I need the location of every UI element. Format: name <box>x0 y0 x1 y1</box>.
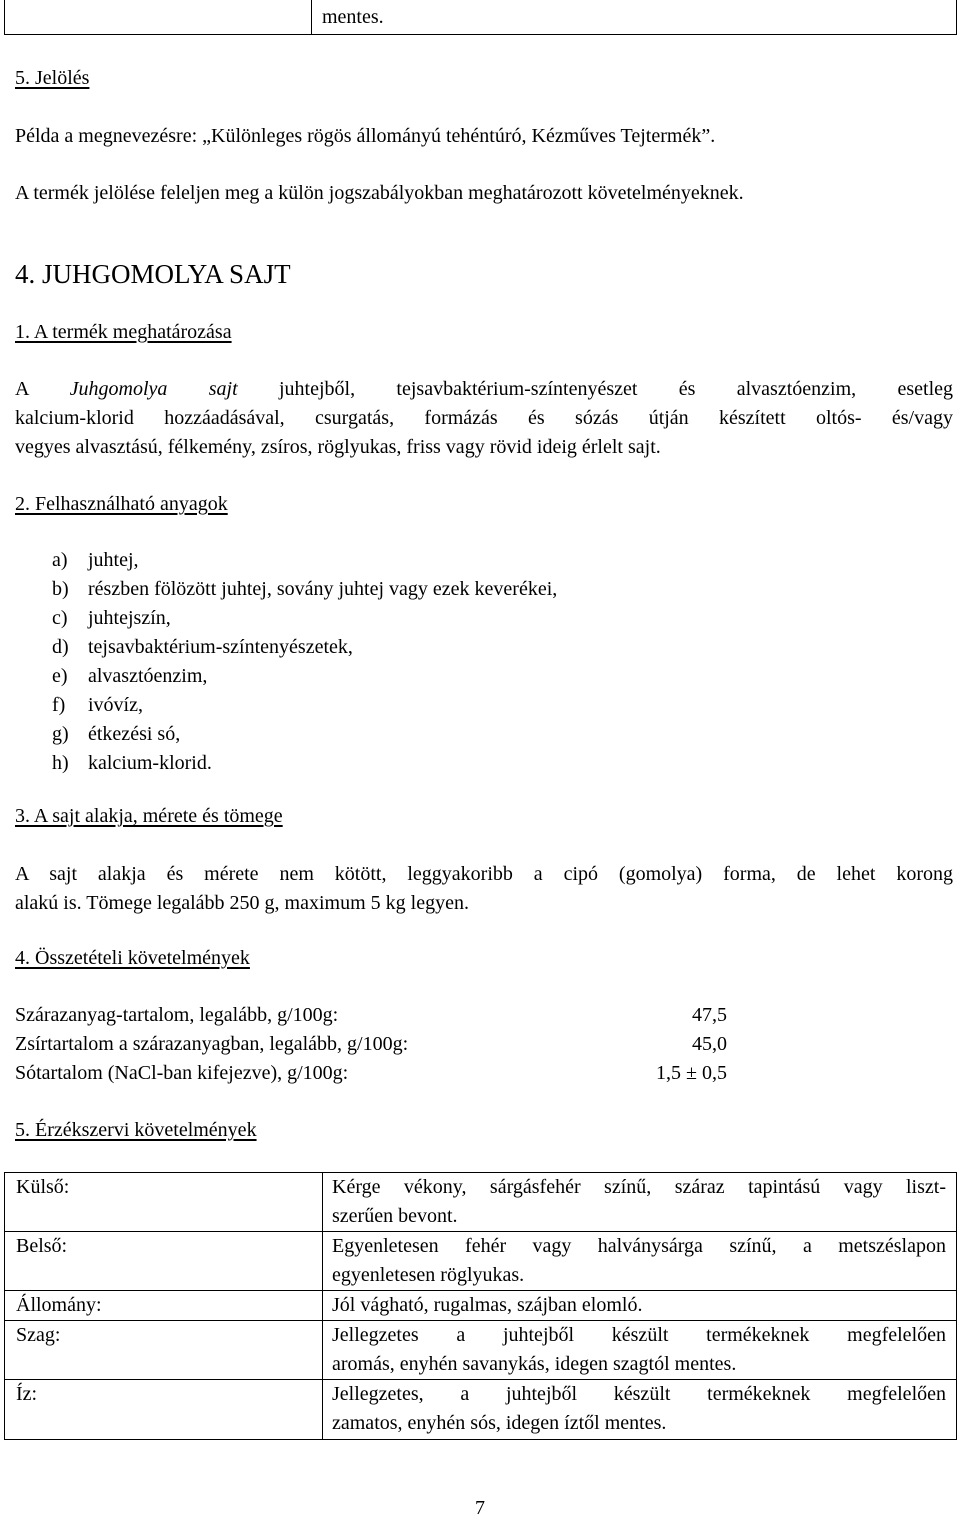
list-item: f) ivóvíz, <box>52 694 143 716</box>
sensory-label: Külső: <box>5 1173 323 1232</box>
sensory-value: Egyenletesen fehér vagy halványsárga színű, a metszéslapon egyenletesen röglyukas. <box>323 1232 957 1291</box>
labeling-requirement: A termék jelölése feleljen meg a külön jogszabályokban meghatározott követelményeknek. <box>15 182 744 204</box>
shape-line-1: A sajt alakja és mérete nem kötött, leggyakoribb a cipó (gomolya) forma, de lehet korong <box>15 863 953 885</box>
section-heading-composition: 4. Összetételi követelmények <box>15 947 250 969</box>
definition-line-1 <box>15 377 953 401</box>
list-item: h) kalcium-klorid. <box>52 752 212 774</box>
section-heading-definition: 1. A termék meghatározása <box>15 321 232 343</box>
table-row <box>5 1321 957 1380</box>
definition-line-3: vegyes alvasztású, félkemény, zsíros, röglyukas, friss vagy rövid ideig érlelt sajt. <box>15 436 661 458</box>
sensory-table <box>4 1172 957 1440</box>
list-item: c) juhtejszín, <box>52 607 171 629</box>
top-table-fragment <box>4 0 957 35</box>
sensory-label: Íz: <box>5 1380 323 1440</box>
sensory-label: Állomány: <box>5 1291 323 1321</box>
sensory-value: Jellegzetes a juhtejből készült termékeknek megfelelően aromás, enyhén savanykás, idegen szagtól mentes. <box>323 1321 957 1380</box>
page-number: 7 <box>475 1497 485 1519</box>
section-heading-ingredients: 2. Felhasználható anyagok <box>15 493 228 515</box>
definition-product-name: Juhgomolya sajt <box>69 378 238 400</box>
table-row <box>5 1380 957 1440</box>
definition-prefix: A <box>15 378 70 400</box>
composition-row: Zsírtartalom a szárazanyagban, legalább, g/100g: 45,0 <box>15 1033 727 1055</box>
definition-rest: juhtejből, tejsavbaktérium-színtenyészet és alvasztóenzim, esetleg <box>237 378 953 400</box>
section-heading-shape: 3. A sajt alakja, mérete és tömege <box>15 805 283 827</box>
ingredients-list <box>52 546 557 778</box>
list-item: b) részben fölözött juhtej, sovány juhtej vagy ezek keverékei, <box>52 578 558 600</box>
list-item: d) tejsavbaktérium-színtenyészetek, <box>52 636 353 658</box>
composition-row: Sótartalom (NaCl-ban kifejezve), g/100g: 1,5 ± 0,5 <box>15 1062 727 1084</box>
page-title: 4. JUHGOMOLYA SAJT <box>15 259 291 289</box>
sensory-label: Szag: <box>5 1321 323 1380</box>
table-row <box>5 1232 957 1291</box>
top-table-left-cell <box>5 0 312 35</box>
sensory-value: Jellegzetes, a juhtejből készült termékeknek megfelelően zamatos, enyhén sós, idegen íztől mentes. <box>323 1380 957 1440</box>
sensory-value: Jól vágható, rugalmas, szájban elomló. <box>323 1291 957 1321</box>
definition-line-2: kalcium-klorid hozzáadásával, csurgatás, formázás és sózás útján készített oltós- és/vagy <box>15 407 953 429</box>
section-heading-sensory: 5. Érzékszervi követelmények <box>15 1119 257 1141</box>
sensory-value: Kérge vékony, sárgásfehér színű, száraz tapintású vagy liszt- szerűen bevont. <box>323 1173 957 1232</box>
composition-list <box>15 1001 727 1088</box>
list-item: e) alvasztóenzim, <box>52 665 208 687</box>
top-table-right-cell <box>312 0 957 35</box>
shape-line-2: alakú is. Tömege legalább 250 g, maximum 5 kg legyen. <box>15 892 469 914</box>
composition-row: Szárazanyag-tartalom, legalább, g/100g: 47,5 <box>15 1004 727 1026</box>
table-row <box>5 1173 957 1232</box>
labeling-example: Példa a megnevezésre: „Különleges rögös állományú tehéntúró, Kézműves Tejtermék”. <box>15 125 716 147</box>
section-heading-labeling: 5. Jelölés <box>15 67 90 89</box>
sensory-label: Belső: <box>5 1232 323 1291</box>
list-item: g) étkezési só, <box>52 723 181 745</box>
top-table-text: mentes. <box>322 6 384 28</box>
table-row <box>5 1291 957 1321</box>
list-item: a) juhtej, <box>52 549 139 571</box>
